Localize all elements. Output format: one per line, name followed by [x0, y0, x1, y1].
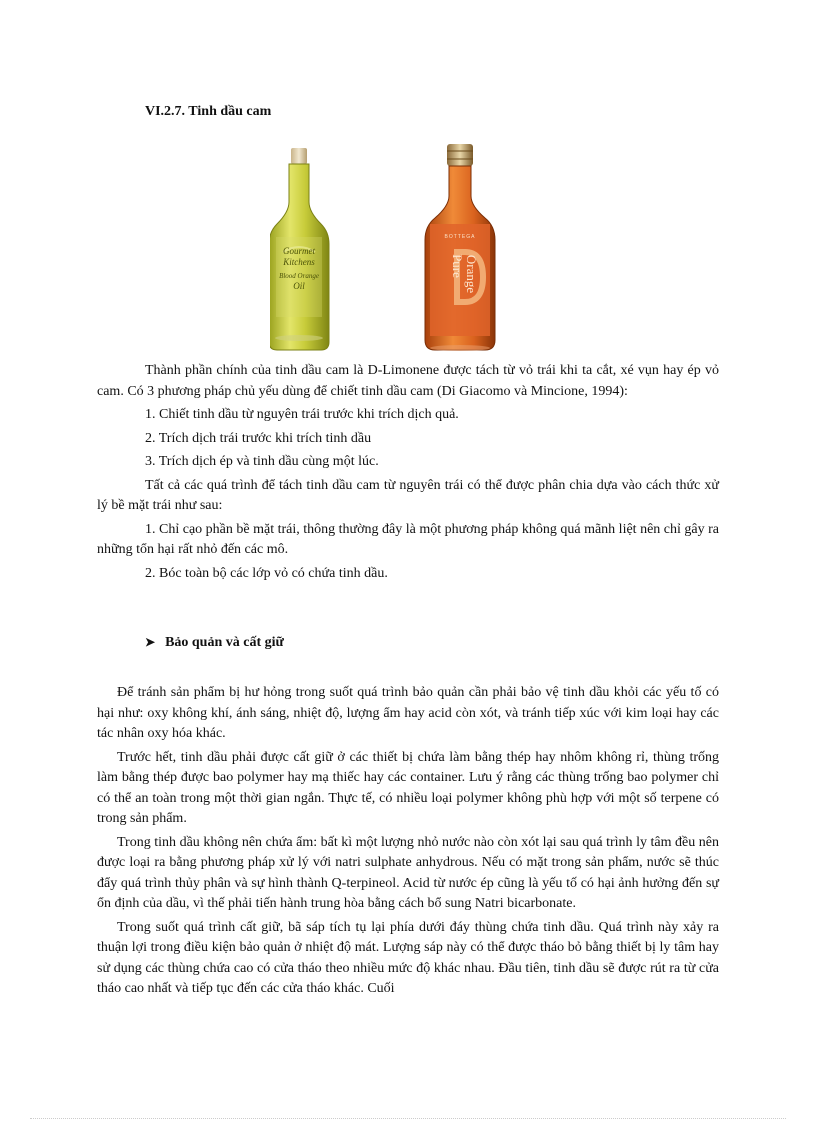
section-heading: VI.2.7. Tinh dầu cam — [145, 104, 272, 119]
section-title-text: Bảo quản và cất giữ — [165, 635, 284, 650]
storage-paragraph: Trong suốt quá trình cất giữ, bã sáp tích tụ lại phía dưới đáy thùng chứa tinh dầu. Quá trình này xảy ra thuận lợi trong điều kiện bảo quản ở nhiệt độ mát. Lượng sáp này có thể được tháo bỏ bằng thiết bị ly tâm hay sử dụng các thùng chứa cao có cửa tháo theo nhiều mức độ khác nhau. Đầu tiên, tinh dầu sẽ được rút ra từ cửa tháo cao nhất và tiếp tục đến các cửa tháo khác. Cuối — [97, 919, 719, 996]
right-bottle-label-1: BOTTEGA — [444, 234, 476, 240]
process-intro-paragraph: Tất cả các quá trình để tách tinh dầu cam từ nguyên trái có thể được phân chia dựa vào cách thức xử lý bề mặt trái như sau: — [97, 477, 719, 513]
arrow-bullet-icon: ➤ — [145, 635, 156, 649]
left-bottle-label-3: Blood Orange — [279, 272, 319, 280]
method-item: 1. Chiết tinh dầu từ nguyên trái trước khi trích dịch quả. — [145, 407, 459, 422]
left-bottle — [270, 148, 329, 350]
intro-paragraph: Thành phần chính của tinh dầu cam là D-Limonene được tách từ vỏ trái khi ta cắt, xé vụn hay ép vỏ cam. Có 3 phương pháp chủ yếu dùng để chiết tinh dầu cam (Di Giacomo và Mincione, 1994): — [97, 363, 719, 399]
left-bottle-label-2: Kitchens — [283, 257, 315, 267]
process-item: 2. Bóc toàn bộ các lớp vỏ có chứa tinh dầu. — [145, 565, 388, 581]
section-title — [145, 635, 284, 651]
storage-block — [97, 683, 719, 1000]
page-bottom-divider — [30, 1118, 786, 1119]
left-bottle-label-4: Oil — [293, 281, 305, 291]
left-bottle-label-1: Gourmet — [283, 246, 315, 256]
method-item: 3. Trích dịch ép và tinh dầu cùng một lúc. — [145, 454, 379, 469]
method-item: 2. Trích dịch trái trước khi trích tinh dầu — [145, 430, 372, 446]
right-bottle-label-2: Pure — [450, 254, 465, 278]
storage-paragraph: Để tránh sản phẩm bị hư hỏng trong suốt quá trình bảo quản cần phải bảo vệ tinh dầu khỏi các yếu tố có hại như: oxy không khí, ánh sáng, nhiệt độ, lượng ẩm hay acid còn xót, và tránh tiếp xúc với kim loại hay các tác nhân oxy hóa khác. — [97, 685, 719, 741]
right-bottle-label-3: Orange — [464, 254, 479, 294]
process-item: 1. Chỉ cạo phần bề mặt trái, thông thường đây là một phương pháp không quá mãnh liệt nên chỉ gây ra những tổn hại rất nhỏ đến các mô. — [97, 521, 719, 557]
storage-paragraph: Trước hết, tinh dầu phải được cất giữ ở các thiết bị chứa làm bằng thép hay nhôm không rỉ, thùng trống làm bằng thép được bao polymer hay mạ thiếc hay các container. Lưu ý rằng các thùng trống bao polymer chỉ có thể an toàn trong một thời gian ngắn. Thực tế, có nhiều loại polymer không phù hợp với một số terpene có trong sản phẩm. — [97, 749, 719, 826]
right-bottle — [425, 144, 495, 351]
intro-block — [97, 361, 719, 584]
orange-oil-bottles-image — [270, 142, 530, 357]
storage-paragraph: Trong tinh dầu không nên chứa ẩm: bất kì một lượng nhỏ nước nào còn xót lại sau quá trình ly tâm đều nên được loại ra bằng phương pháp xử lý với natri sulphate anhydrous. Nếu có mặt trong sản phẩm, nước sẽ thúc đẩy quá trình thủy phân và sự hình thành Q-terpineol. Acid từ nước ép cũng là yếu tố có hại ảnh hưởng đến sự ổn định của dầu, vì thế phải tiến hành trung hòa bằng cách bổ sung Natri bicarbonate. — [97, 834, 719, 911]
